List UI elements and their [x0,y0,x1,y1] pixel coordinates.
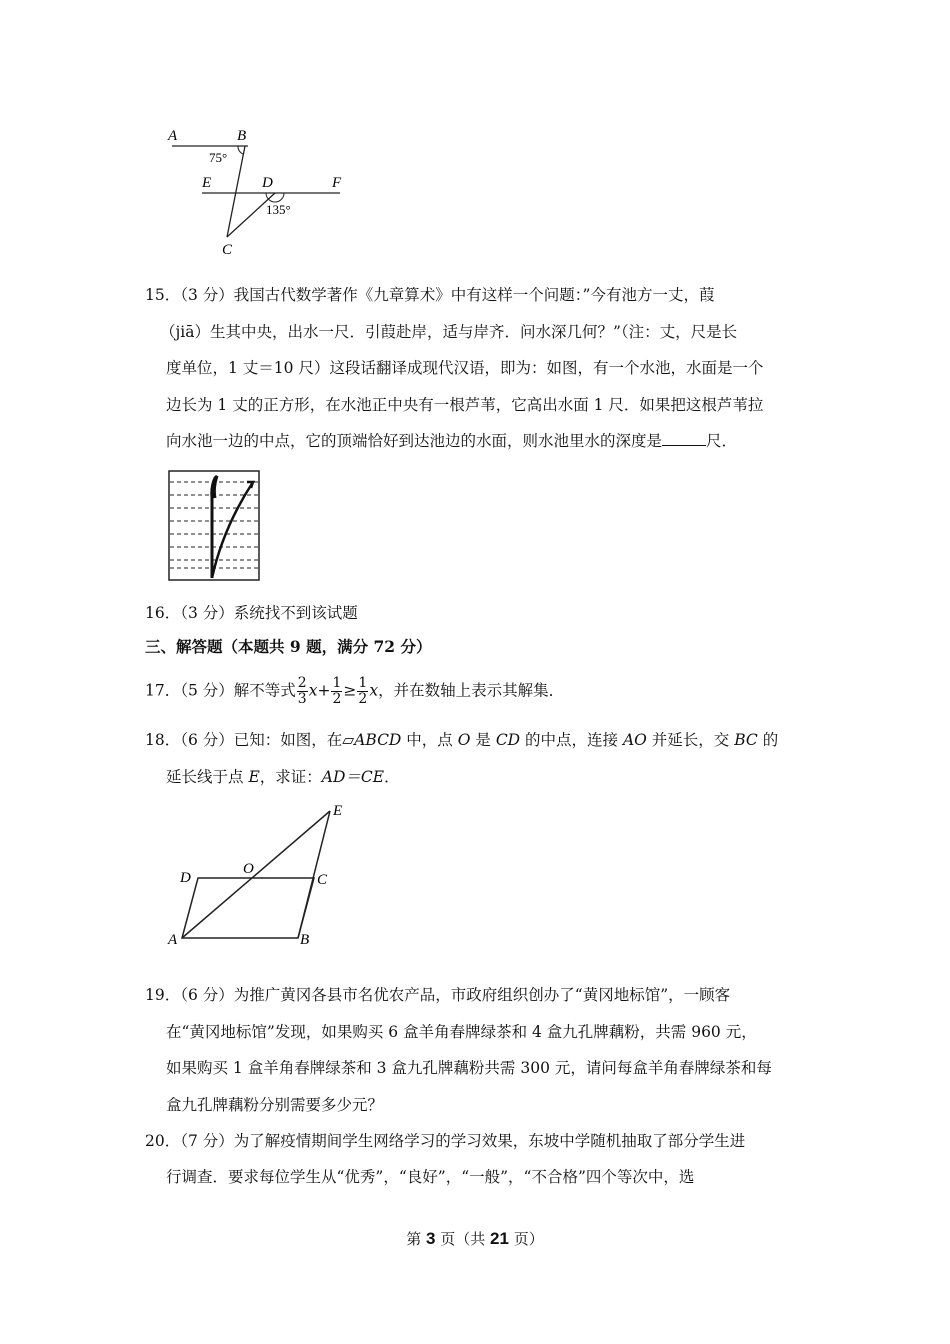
q16-number: 16． [145,604,181,622]
q15-line-2 [160,321,737,343]
page-number: 3 [426,1229,436,1248]
label-b: B [237,128,247,144]
q15-number: 15． [145,286,181,304]
q15-text-5: 向水池一边的中点，它的顶端恰好到达池边的水面，则水池里水的深度是 [166,432,663,450]
q16-line [145,602,358,624]
label-f: F [332,175,342,191]
q15-line-3 [166,357,763,379]
angle-mark-135 [266,193,284,202]
reed-bent [212,482,253,578]
q15-text-1: 我国古代数学著作《九章算术》中有这样一个问题：”今有池方一丈，葭 [233,286,715,304]
var-x-2: x [369,681,379,700]
angle-figure [160,120,360,260]
q20-score: （7 分） [180,1132,234,1150]
q15-text-3: 度单位，1 丈＝10 尺）这段话翻译成现代汉语，即为：如图，有一个水池，水面是一个 [166,359,764,377]
q16-score: （3 分） [180,604,234,622]
q15-unit: 尺． [706,432,738,450]
q16-text: 系统找不到该试题 [233,604,358,622]
fraction-2-3: $\frac{2}{3}$ [297,675,307,707]
label-o: O [243,861,254,877]
pool-figure [165,468,265,583]
angle-mark-75 [238,146,243,154]
label-d: D [262,175,273,191]
label-e: E [333,803,343,819]
parallelogram-abcd [182,878,314,938]
label-c: C [222,242,233,258]
q17-line [145,676,564,706]
q17-text-end: ，并在数轴上表示其解集． [378,681,565,700]
label-75: 75° [209,150,228,165]
q15-line-5 [166,430,737,452]
var-x: x [308,681,318,700]
label-d: D [180,870,191,886]
fraction-1-2: $\frac{1}{2}$ [332,675,342,707]
line-ae [182,811,330,938]
label-b: B [300,932,310,948]
q15-text-2: （jiā）生其中央，出水一尺．引葭赴岸，适与岸齐．问水深几何？”（注：丈，尺是长 [160,323,738,341]
section-heading: 三、解答题（本题共 9 题，满分 72 分） [145,637,432,656]
parallelogram-figure [160,795,360,955]
q18-number: 18． [145,731,181,749]
q20-number: 20． [145,1132,181,1150]
q15-text-4: 边长为 1 丈的正方形，在水池正中央有一根芦苇，它高出水面 1 尺．如果把这根芦苇拉 [166,396,764,414]
q17-text: 解不等式 [233,681,296,700]
q15-line-1 [145,284,714,306]
label-e: E [202,175,212,191]
q19-score: （6 分） [180,986,234,1004]
q18-line-2: 延长线于点 E，求证：AD＝CE． [166,768,400,786]
label-a: A [168,932,178,948]
q18-score: （6 分） [180,731,234,749]
label-c: C [317,872,328,888]
label-a: A [168,128,178,144]
plus-sign: + [317,681,331,700]
q17-score: （5 分） [180,681,234,700]
q19-line-3: 如果购买 1 盒羊角春牌绿茶和 3 盒九孔牌藕粉共需 300 元，请问每盒羊角春牌绿茶和每 [166,1059,772,1077]
q20-line-2: 行调查．要求每位学生从“优秀”，“良好”，“一般”，“不合格”四个等次中，选 [166,1168,695,1186]
q17-number: 17． [145,681,181,700]
q19-number: 19． [145,986,181,1004]
q19-line-2: 在“黄冈地标馆”发现，如果购买 6 盒羊角春牌绿茶和 4 盒九孔牌藕粉，共需 960 元， [166,1023,757,1041]
q20-line-1: 20．（7 分）为了解疫情期间学生网络学习的学习效果，东坡中学随机抽取了部分学生进 [145,1132,746,1150]
q15-score: （3 分） [180,286,234,304]
q19-line-4: 盒九孔牌藕粉分别需要多少元？ [166,1096,384,1114]
page-footer: 第 3 页（共 21 页） [406,1229,544,1248]
answer-blank [662,431,706,446]
fraction-1-2-b: $\frac{1}{2}$ [358,675,368,707]
q18-line-1: 18．（6 分）已知：如图，在▱ABCD 中，点 O 是 CD 的中点，连接 AO 并延长，交 BC 的 [145,731,779,749]
geq-sign: ≥ [343,681,357,700]
q19-line-1: 19．（6 分）为推广黄冈各县市名优农产品，市政府组织创办了“黄冈地标馆”，一顾客 [145,986,731,1004]
label-135: 135° [266,202,291,217]
q15-line-4 [166,394,763,416]
page-total: 21 [490,1229,509,1248]
